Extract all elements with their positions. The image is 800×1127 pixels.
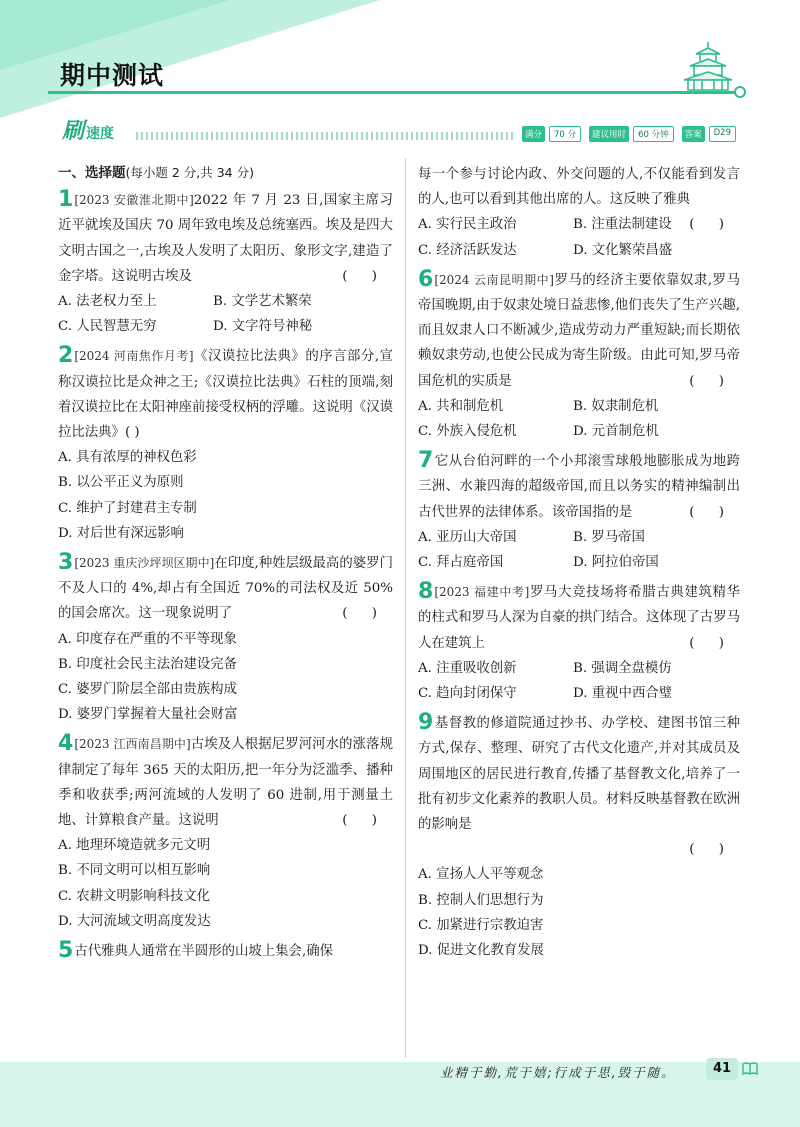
question-4 xyxy=(58,732,393,934)
options xyxy=(418,212,689,262)
right-column xyxy=(418,160,740,963)
option-a[interactable]: A. 实行民主政治 xyxy=(418,217,517,233)
question-source-tag: [2024 河南焦作月考] xyxy=(74,349,194,364)
answer-paren: ( ) xyxy=(689,635,734,651)
title-underline xyxy=(48,91,738,94)
answer-paren: ( ) xyxy=(342,268,387,284)
option-d[interactable]: D. 阿拉伯帝国 xyxy=(573,555,659,571)
question-1 xyxy=(58,188,393,339)
question-stem xyxy=(58,551,393,627)
option-d[interactable]: D. 文化繁荣昌盛 xyxy=(573,242,673,258)
question-text: 它从台伯河畔的一个小邦滚雪球般地膨胀成为地跨三洲、水兼四海的超级帝国,而且以务实的精神编制出古代世界的法律体系。该帝国指的是 xyxy=(418,454,740,520)
question-stem xyxy=(418,268,740,394)
options xyxy=(418,862,740,963)
info-badges xyxy=(522,126,740,142)
badge-score-label: 满分 xyxy=(522,126,545,142)
question-2 xyxy=(58,344,393,546)
option-c[interactable]: C. 维护了封建君主专制 xyxy=(58,500,197,516)
question-stem xyxy=(58,939,393,964)
answer-paren-row xyxy=(418,837,740,862)
option-b[interactable]: B. 罗马帝国 xyxy=(573,529,645,545)
question-number: 1 xyxy=(58,187,74,213)
option-c[interactable]: C. 加紧进行宗教迫害 xyxy=(418,917,544,933)
dotted-rule xyxy=(136,132,516,140)
options xyxy=(418,525,740,575)
speed-label: 速度 xyxy=(86,126,115,142)
option-b[interactable]: B. 文学艺术繁荣 xyxy=(213,294,312,310)
option-a[interactable]: A. 法老权力至上 xyxy=(58,294,157,310)
question-source-tag: [2023 安徽淮北期中] xyxy=(74,193,194,208)
page-number: 41 xyxy=(706,1058,738,1080)
options xyxy=(58,833,393,934)
option-b[interactable]: B. 强调全盘模仿 xyxy=(573,660,672,676)
option-d[interactable]: D. 元首制危机 xyxy=(573,424,659,440)
question-text: 古埃及人根据尼罗河河水的涨落规律制定了每年 365 天的太阳历,把一年分为泛滥季、播种季和收获季;两河流域的人发明了 60 进制,用于测量土地、计算粮食产量。这说明 xyxy=(58,737,393,829)
options xyxy=(58,627,393,728)
option-b[interactable]: B. 以公平正义为原则 xyxy=(58,475,184,491)
option-b[interactable]: B. 印度社会民主法治建设完备 xyxy=(58,656,238,672)
question-text: 罗马的经济主要依靠奴隶,罗马帝国晚期,由于奴隶处境日益悲惨,他们丧失了生产兴趣,而且奴隶人口不断减少,造成劳动力严重短缺;而长期依赖奴隶劳动,也使公民成为寄生阶级。由此可知,罗马帝国危机的实质是 xyxy=(418,272,740,389)
option-d[interactable]: D. 婆罗门掌握着大量社会财富 xyxy=(58,707,238,723)
answer-paren: ( ) xyxy=(689,217,734,233)
question-number: 4 xyxy=(58,731,74,757)
question-stem xyxy=(58,344,393,445)
option-c[interactable]: C. 农耕文明影响科技文化 xyxy=(58,888,211,904)
option-c[interactable]: C. 趋向封闭保守 xyxy=(418,686,517,702)
footer-motto: 业精于勤,荒于嬉;行成于思,毁于随。 xyxy=(440,1065,676,1080)
question-source-tag: [2023 江西南昌期中] xyxy=(74,737,191,752)
option-a[interactable]: A. 地理环境造就多元文明 xyxy=(58,838,211,854)
options xyxy=(58,445,393,546)
question-source-tag: [2023 福建中考] xyxy=(434,585,530,600)
option-c[interactable]: C. 经济活跃发达 xyxy=(418,242,517,258)
badge-answer-value: D29 xyxy=(709,126,736,142)
speed-section-label xyxy=(62,120,114,144)
option-c[interactable]: C. 人民智慧无穷 xyxy=(58,319,157,335)
question-stem xyxy=(58,732,393,833)
speed-char: 刷 xyxy=(62,119,85,144)
badge-score-value: 70 分 xyxy=(549,126,581,142)
question-3 xyxy=(58,551,393,727)
option-d[interactable]: D. 促进文化教育发展 xyxy=(418,943,544,959)
question-number: 7 xyxy=(418,448,434,474)
badge-answer-label: 答案 xyxy=(682,126,705,142)
question-text: 每一个参与讨论内政、外交问题的人,不仅能看到发言的人,也可以看到其他出席的人。这反映了雅典 xyxy=(418,167,740,208)
question-9 xyxy=(418,711,740,963)
question-source-tag: [2024 云南昆明期中] xyxy=(434,272,554,287)
question-number: 2 xyxy=(58,343,74,369)
question-number: 8 xyxy=(418,579,434,605)
option-a[interactable]: A. 具有浓厚的神权色彩 xyxy=(58,450,197,466)
section-title-sub: (每小题 2 分,共 34 分) xyxy=(125,165,254,180)
option-b[interactable]: B. 奴隶制危机 xyxy=(573,398,659,414)
answer-paren: ( ) xyxy=(689,842,734,858)
question-5-continued xyxy=(418,162,740,263)
left-column xyxy=(58,160,393,964)
question-6 xyxy=(418,268,740,444)
section-title xyxy=(58,160,393,186)
option-a[interactable]: A. 宣扬人人平等观念 xyxy=(418,867,544,883)
pagoda-icon xyxy=(678,40,738,92)
option-a[interactable]: A. 印度存在严重的不平等现象 xyxy=(58,631,237,647)
options xyxy=(418,656,740,706)
question-number: 9 xyxy=(418,710,434,736)
section-title-main: 一、选择题 xyxy=(58,165,126,181)
answer-paren: ( ) xyxy=(689,373,734,389)
page-title: 期中测试 xyxy=(60,61,165,90)
option-c[interactable]: C. 拜占庭帝国 xyxy=(418,555,504,571)
question-text: 《汉谟拉比法典》的序言部分,宣称汉谟拉比是众神之王;《汉谟拉比法典》石柱的顶端,刻着汉谟拉比在太阳神座前接受权柄的浮雕。这说明《汉谟拉比法典》 xyxy=(58,349,393,441)
answer-paren: ( ) xyxy=(342,813,387,829)
question-text: 在印度,种姓层级最高的婆罗门不及人口的 4%,却占有全国近 70%的司法权及近 50%的国会席次。这一现象说明了 xyxy=(58,556,393,622)
question-number: 5 xyxy=(58,938,74,964)
option-b[interactable]: B. 注重法制建设 xyxy=(573,217,672,233)
badge-time-label: 建议用时 xyxy=(589,126,629,142)
option-c[interactable]: C. 婆罗门阶层全部由贵族构成 xyxy=(58,682,237,698)
question-number: 6 xyxy=(418,266,434,292)
question-5 xyxy=(58,939,393,964)
option-b[interactable]: B. 控制人们思想行为 xyxy=(418,892,544,908)
question-text: 基督教的修道院通过抄书、办学校、建图书馆三种方式,保存、整理、研究了古代文化遗产,并对其成员及周围地区的居民进行教育,传播了基督教文化,培养了一批有初步文化素养的教职人员。材料反映基督教在欧洲的影响是 xyxy=(418,716,740,833)
answer-paren: ( ) xyxy=(124,425,140,441)
badge-time-value: 60 分钟 xyxy=(633,126,674,142)
option-a[interactable]: A. 注重吸收创新 xyxy=(418,660,517,676)
column-divider xyxy=(405,158,406,1058)
options xyxy=(58,289,393,339)
question-8 xyxy=(418,580,740,706)
question-7 xyxy=(418,449,740,575)
question-text: 古代雅典人通常在半圆形的山坡上集会,确保 xyxy=(74,944,333,960)
option-a[interactable]: A. 亚历山大帝国 xyxy=(418,529,517,545)
question-stem xyxy=(418,711,740,837)
question-text: 罗马大竞技场将希腊古典建筑精华的柱式和罗马人深为自豪的拱门结合。这体现了古罗马人在建筑上 xyxy=(418,585,741,651)
option-d[interactable]: D. 对后世有深远影响 xyxy=(58,525,184,541)
options xyxy=(418,394,740,444)
question-stem xyxy=(418,449,740,525)
book-icon xyxy=(742,1061,758,1076)
option-a[interactable]: A. 共和制危机 xyxy=(418,398,504,414)
answer-paren: ( ) xyxy=(689,504,734,520)
question-stem xyxy=(58,188,393,289)
question-text: 2022 年 7 月 23 日,国家主席习近平就埃及国庆 70 周年致电埃及总统塞西。埃及是四大文明古国之一,古埃及人发明了太阳历、象形文字,建造了金字塔。这说明古埃及 xyxy=(58,193,393,284)
option-d[interactable]: D. 大河流域文明高度发达 xyxy=(58,913,211,929)
footer-band xyxy=(0,1062,800,1127)
question-stem xyxy=(418,580,740,656)
option-c[interactable]: C. 外族入侵危机 xyxy=(418,424,517,440)
option-d[interactable]: D. 文字符号神秘 xyxy=(213,319,313,335)
option-b[interactable]: B. 不同文明可以相互影响 xyxy=(58,863,211,879)
answer-paren: ( ) xyxy=(342,606,387,622)
question-source-tag: [2023 重庆沙坪坝区期中] xyxy=(74,556,215,571)
option-d[interactable]: D. 重视中西合璧 xyxy=(573,686,673,702)
question-number: 3 xyxy=(58,550,74,576)
